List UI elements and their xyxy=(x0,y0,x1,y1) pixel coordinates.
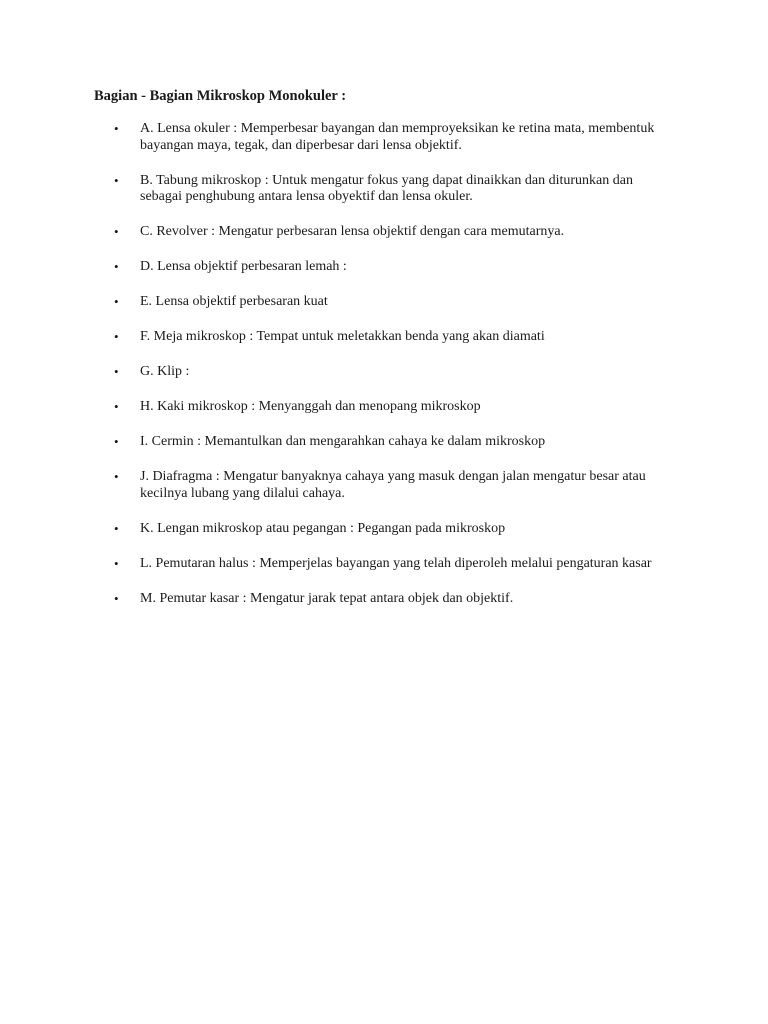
bullet-icon: • xyxy=(114,399,119,414)
list-item-text: G. Klip : xyxy=(140,364,190,379)
list-item xyxy=(0,329,768,346)
list-item-text: A. Lensa okuler : Memperbesar bayangan dan memproyeksikan ke retina mata, membentuk bayangan maya, tegak, dan diperbesar dari lensa objektif. xyxy=(140,121,655,153)
list-item xyxy=(0,399,768,416)
list-item-text: C. Revolver : Mengatur perbesaran lensa objektif dengan cara memutarnya. xyxy=(140,224,565,239)
bullet-icon: • xyxy=(114,224,119,239)
list-item xyxy=(0,591,768,608)
list-item xyxy=(0,259,768,276)
list-item xyxy=(0,469,768,502)
document-title: Bagian - Bagian Mikroskop Monokuler : xyxy=(94,88,347,104)
list-item xyxy=(0,173,768,206)
bullet-icon: • xyxy=(114,520,119,536)
bullet-icon: • xyxy=(114,294,119,309)
list-item-text: K. Lengan mikroskop atau pegangan : Pegangan pada mikroskop xyxy=(140,520,506,536)
bullet-icon: • xyxy=(114,329,119,344)
bullet-icon: • xyxy=(114,555,119,571)
list-item xyxy=(0,121,768,154)
list-item xyxy=(0,521,768,538)
list-item-text: L. Pemutaran halus : Memperjelas bayangan yang telah diperoleh melalui pengaturan kasar xyxy=(140,555,652,571)
bullet-icon: • xyxy=(114,121,119,136)
bullet-icon: • xyxy=(114,172,119,188)
list-item-text: M. Pemutar kasar : Mengatur jarak tepat antara objek dan objektif. xyxy=(140,590,514,606)
bullet-icon: • xyxy=(114,259,119,274)
parts-list xyxy=(0,121,768,626)
list-item-text: J. Diafragma : Mengatur banyaknya cahaya yang masuk dengan jalan mengatur besar atau kecilnya lubang yang dilalui cahaya. xyxy=(140,469,646,501)
list-item-text: F. Meja mikroskop : Tempat untuk meletakkan benda yang akan diamati xyxy=(140,329,545,344)
list-item-text: B. Tabung mikroskop : Untuk mengatur fokus yang dapat dinaikkan dan diturunkan dan sebagai penghubung antara lensa obyektif dan lensa okuler. xyxy=(140,172,633,204)
bullet-icon: • xyxy=(114,469,119,484)
list-item-text: I. Cermin : Memantulkan dan mengarahkan cahaya ke dalam mikroskop xyxy=(140,434,546,449)
list-item-text: D. Lensa objektif perbesaran lemah : xyxy=(140,259,347,274)
list-item xyxy=(0,294,768,311)
bullet-icon: • xyxy=(114,434,119,449)
bullet-icon: • xyxy=(114,364,119,379)
list-item-text: H. Kaki mikroskop : Menyanggah dan menopang mikroskop xyxy=(140,399,481,414)
list-item-text: E. Lensa objektif perbesaran kuat xyxy=(140,294,328,309)
list-item xyxy=(0,364,768,381)
list-item xyxy=(0,556,768,573)
list-item xyxy=(0,434,768,451)
bullet-icon: • xyxy=(114,590,119,606)
list-item xyxy=(0,224,768,241)
